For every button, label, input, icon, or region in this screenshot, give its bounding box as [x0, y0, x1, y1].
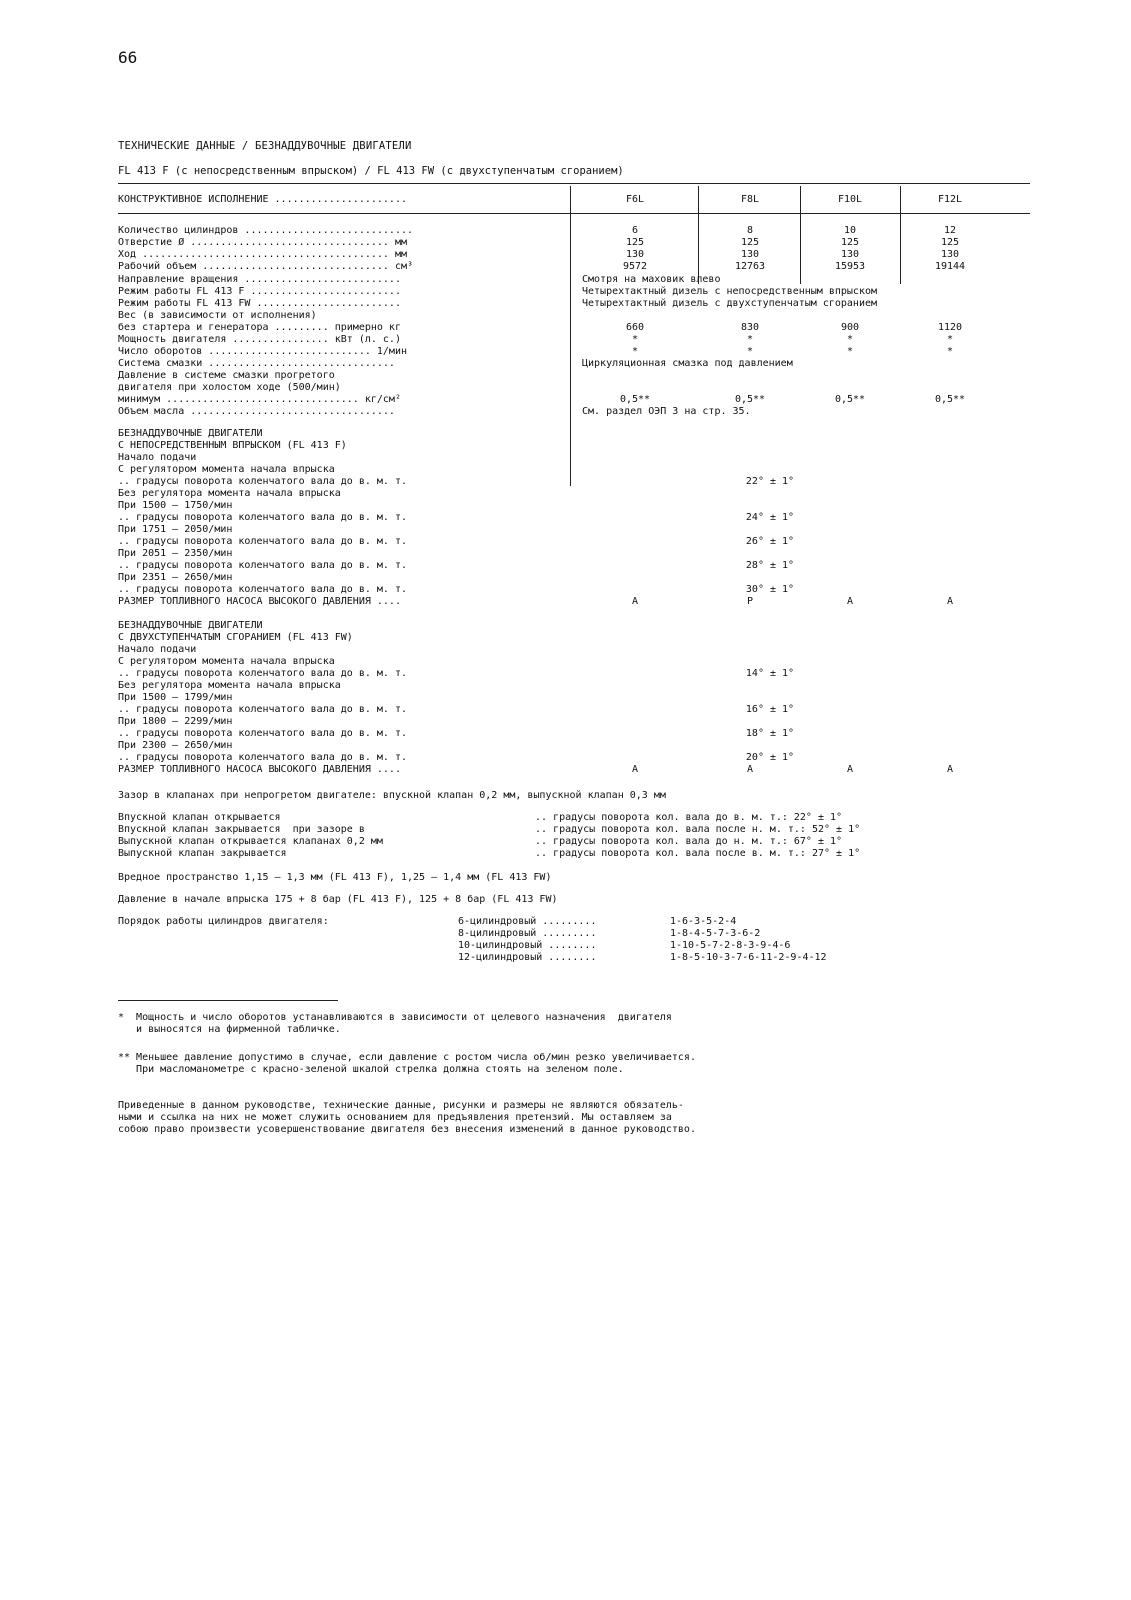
valve-timing-label: Выпускной клапан закрывается: [118, 848, 287, 859]
cell: 125: [940, 237, 960, 248]
footnote-power: * Мощность и число оборотов устанавливаются в зависимости от целевого назначения двигателя и выносятся на фирменной табличке.: [118, 1012, 672, 1035]
row-label: .. градусы поворота коленчатого вала до в. м. т.: [118, 512, 407, 523]
row-label: Количество цилиндров ............................: [118, 225, 414, 236]
table-divider-3: [900, 186, 901, 284]
valve-clearance: Зазор в клапанах при непрогретом двигателе: впускной клапан 0,2 мм, выпускной клапан 0,3 мм: [118, 790, 666, 801]
cell: *: [846, 346, 854, 357]
cell: 130: [840, 249, 860, 260]
table-header-rule: [118, 213, 1030, 214]
section-heading: С НЕПОСРЕДСТВЕННЫМ ВПРЫСКОМ (FL 413 F): [118, 440, 347, 451]
cell: 900: [840, 322, 860, 333]
firing-order-value: 1-10-5-7-2-8-3-9-4-6: [670, 940, 791, 951]
cell: *: [946, 346, 954, 357]
col-header: F12L: [937, 194, 963, 205]
row-label: .. градусы поворота коленчатого вала до в. м. т.: [118, 560, 407, 571]
row-label: Без регулятора момента начала впрыска: [118, 680, 341, 691]
row-label: .. градусы поворота коленчатого вала до в. м. т.: [118, 668, 407, 679]
cell: 15953: [834, 261, 866, 272]
row-label: При 1500 – 1799/мин: [118, 692, 233, 703]
col-header: F6L: [625, 194, 645, 205]
cell: 0,5**: [619, 394, 651, 405]
timing-value: 14° ± 1°: [745, 668, 795, 679]
page-number: 66: [118, 48, 138, 67]
row-label: Начало подачи: [118, 452, 197, 463]
firing-order-label: Порядок работы цилиндров двигателя:: [118, 916, 329, 927]
valve-timing-label: Впускной клапан закрывается при зазоре в: [118, 824, 365, 835]
row-label: С регулятором момента начала впрыска: [118, 656, 335, 667]
row-label: РАЗМЕР ТОПЛИВНОГО НАСОСА ВЫСОКОГО ДАВЛЕНИЯ ....: [118, 596, 401, 607]
row-label: .. градусы поворота коленчатого вала до в. м. т.: [118, 536, 407, 547]
cell: A: [846, 764, 854, 775]
table-divider-2: [800, 186, 801, 284]
timing-value: 24° ± 1°: [745, 512, 795, 523]
cell: A: [631, 596, 639, 607]
section-heading: БЕЗНАДДУВОЧНЫЕ ДВИГАТЕЛИ: [118, 428, 263, 439]
cell: 19144: [934, 261, 966, 272]
valve-timing-value: .. градусы поворота кол. вала после в. м. т.: 27° ± 1°: [535, 848, 861, 859]
cell: 1120: [937, 322, 963, 333]
row-label: Рабочий объем ............................... см³: [118, 261, 414, 272]
wide-cell: Смотря на маховик влево: [582, 274, 721, 285]
cell: 130: [940, 249, 960, 260]
cell: 0,5**: [834, 394, 866, 405]
cell: 12763: [734, 261, 766, 272]
row-label: При 1751 – 2050/мин: [118, 524, 233, 535]
injection-pressure: Давление в начале впрыска 175 + 8 бар (FL 413 F), 125 + 8 бар (FL 413 FW): [118, 894, 558, 905]
row-label: .. градусы поворота коленчатого вала до в. м. т.: [118, 476, 407, 487]
row-label: Отверстие Ø ................................. мм: [118, 237, 407, 248]
row-label: минимум ................................ кг/см²: [118, 394, 401, 405]
cell: A: [946, 764, 954, 775]
row-label: При 1800 – 2299/мин: [118, 716, 233, 727]
section-heading: БЕЗНАДДУВОЧНЫЕ ДВИГАТЕЛИ: [118, 620, 263, 631]
timing-value: 16° ± 1°: [745, 704, 795, 715]
firing-order-name: 8-цилиндровый .........: [458, 928, 597, 939]
row-label: При 2351 – 2650/мин: [118, 572, 233, 583]
page-title: ТЕХНИЧЕСКИЕ ДАННЫЕ / БЕЗНАДДУВОЧНЫЕ ДВИГАТЕЛИ: [118, 140, 412, 152]
row-label: без стартера и генератора ......... примерно кг: [118, 322, 401, 333]
cell: 125: [840, 237, 860, 248]
cell: A: [946, 596, 954, 607]
wide-cell: Четырехтактный дизель с непосредственным впрыском: [582, 286, 878, 297]
valve-timing-value: .. градусы поворота кол. вала до н. м. т.: 67° ± 1°: [535, 836, 843, 847]
cell: P: [746, 596, 754, 607]
row-label: Режим работы FL 413 FW ........................: [118, 298, 401, 309]
section-heading: С ДВУХСТУПЕНЧАТЫМ СГОРАНИЕМ (FL 413 FW): [118, 632, 353, 643]
cell: 9572: [622, 261, 648, 272]
valve-timing-value: .. градусы поворота кол. вала до в. м. т.: 22° ± 1°: [535, 812, 843, 823]
firing-order-name: 10-цилиндровый ........: [458, 940, 597, 951]
cell: 6: [631, 225, 639, 236]
cell: *: [846, 334, 854, 345]
row-label: Ход ......................................... мм: [118, 249, 407, 260]
cell: *: [946, 334, 954, 345]
cell: *: [631, 334, 639, 345]
cell: 125: [740, 237, 760, 248]
cell: 12: [943, 225, 957, 236]
row-label: При 1500 – 1750/мин: [118, 500, 233, 511]
wide-cell: Четырехтактный дизель с двухступенчатым сгоранием: [582, 298, 878, 309]
row-label: Вес (в зависимости от исполнения): [118, 310, 317, 321]
firing-order-name: 6-цилиндровый .........: [458, 916, 597, 927]
row-label: С регулятором момента начала впрыска: [118, 464, 335, 475]
row-label: Число оборотов ........................... 1/мин: [118, 346, 407, 357]
cell: *: [746, 346, 754, 357]
col-header: F10L: [837, 194, 863, 205]
timing-value: 30° ± 1°: [745, 584, 795, 595]
cell: A: [631, 764, 639, 775]
cell: 830: [740, 322, 760, 333]
cell: 130: [625, 249, 645, 260]
table-top-rule: [118, 183, 1030, 184]
row-label: Режим работы FL 413 F .........................: [118, 286, 401, 297]
timing-value: 28° ± 1°: [745, 560, 795, 571]
wide-cell: Циркуляционная смазка под давлением: [582, 358, 793, 369]
valve-timing-label: Впускной клапан открывается: [118, 812, 281, 823]
cell: 660: [625, 322, 645, 333]
cell: A: [746, 764, 754, 775]
row-label: Система смазки ...............................: [118, 358, 395, 369]
row-label: При 2051 – 2350/мин: [118, 548, 233, 559]
header-label: КОНСТРУКТИВНОЕ ИСПОЛНЕНИЕ ......................: [118, 194, 407, 205]
table-divider-main: [570, 186, 571, 486]
cell: 0,5**: [934, 394, 966, 405]
table-divider-1: [698, 186, 699, 284]
cell: *: [631, 346, 639, 357]
row-label: РАЗМЕР ТОПЛИВНОГО НАСОСА ВЫСОКОГО ДАВЛЕНИЯ ....: [118, 764, 401, 775]
firing-order-value: 1-6-3-5-2-4: [670, 916, 737, 927]
row-label: Давление в системе смазки прогретого: [118, 370, 335, 381]
cell: 10: [843, 225, 857, 236]
firing-order-value: 1-8-4-5-7-3-6-2: [670, 928, 761, 939]
cell: 0,5**: [734, 394, 766, 405]
cell: A: [846, 596, 854, 607]
wide-cell: См. раздел ОЭП 3 на стр. 35.: [582, 406, 751, 417]
timing-value: 20° ± 1°: [745, 752, 795, 763]
row-label: .. градусы поворота коленчатого вала до в. м. т.: [118, 584, 407, 595]
cell: 130: [740, 249, 760, 260]
row-label: Направление вращения ..........................: [118, 274, 401, 285]
firing-order-name: 12-цилиндровый ........: [458, 952, 597, 963]
timing-value: 26° ± 1°: [745, 536, 795, 547]
cell: 8: [746, 225, 754, 236]
valve-timing-value: .. градусы поворота кол. вала после н. м. т.: 52° ± 1°: [535, 824, 861, 835]
page-subtitle: FL 413 F (с непосредственным впрыском) / FL 413 FW (с двухступенчатым сгоранием): [118, 165, 624, 177]
firing-order-value: 1-8-5-10-3-7-6-11-2-9-4-12: [670, 952, 827, 963]
row-label: При 2300 – 2650/мин: [118, 740, 233, 751]
row-label: Мощность двигателя ................ кВт (л. с.): [118, 334, 401, 345]
cell: *: [746, 334, 754, 345]
row-label: .. градусы поворота коленчатого вала до в. м. т.: [118, 704, 407, 715]
disclaimer: Приведенные в данном руководстве, технические данные, рисунки и размеры не являются обязатель- ными и ссылка на них не может служить основанием для предъявления претензий. Мы оставляем за собою право произвести усовершенствование двигателя без внесения изменений в данное руководство.: [118, 1100, 696, 1135]
dead-space: Вредное пространство 1,15 – 1,3 мм (FL 413 F), 1,25 – 1,4 мм (FL 413 FW): [118, 872, 552, 883]
cell: 125: [625, 237, 645, 248]
timing-value: 18° ± 1°: [745, 728, 795, 739]
footnote-pressure: ** Меньшее давление допустимо в случае, если давление с ростом числа об/мин резко увеличивается. При масломанометре с красно-зеленой шкалой стрелка должна стоять на зеленом поле.: [118, 1052, 696, 1075]
timing-value: 22° ± 1°: [745, 476, 795, 487]
footnote-rule: [118, 1000, 338, 1001]
row-label: Объем масла ..................................: [118, 406, 395, 417]
row-label: .. градусы поворота коленчатого вала до в. м. т.: [118, 728, 407, 739]
row-label: .. градусы поворота коленчатого вала до в. м. т.: [118, 752, 407, 763]
col-header: F8L: [740, 194, 760, 205]
row-label: двигателя при холостом ходе (500/мин): [118, 382, 341, 393]
row-label: Без регулятора момента начала впрыска: [118, 488, 341, 499]
row-label: Начало подачи: [118, 644, 197, 655]
valve-timing-label: Выпускной клапан открывается клапанах 0,2 мм: [118, 836, 383, 847]
